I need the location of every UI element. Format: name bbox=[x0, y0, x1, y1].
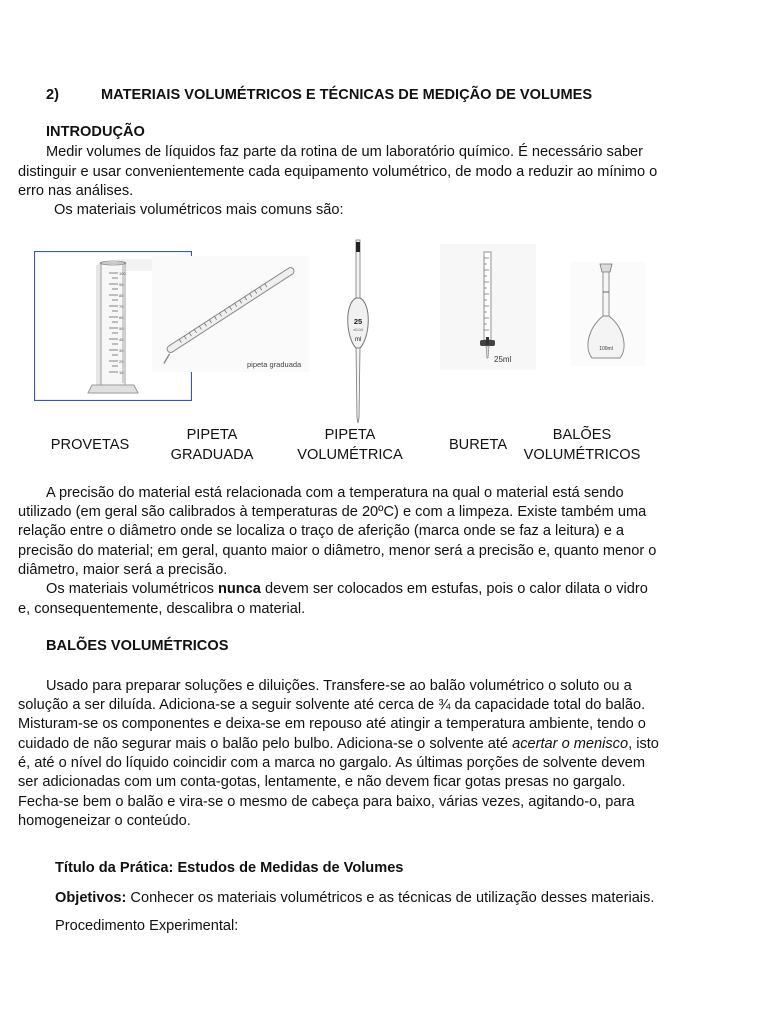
pratica-title: Título da Prática: Estudos de Medidas de Volumes bbox=[55, 860, 404, 876]
pipeta-volumetrica-number: 25 bbox=[353, 317, 363, 326]
intro-paragraph-2: Os materiais volumétricos mais comuns são: bbox=[54, 202, 344, 218]
pipeta-volumetrica-tolerance: ±0.04 bbox=[353, 327, 363, 332]
objetivos-label: Objetivos: bbox=[55, 890, 127, 906]
intro-paragraph-line-3: erro nas análises. bbox=[18, 183, 134, 199]
baloes-line-4-start: cuidado de não segurar mais o balão pelo bulbo. Adiciona-se o solvente até bbox=[18, 736, 513, 752]
cylinder-tick-label: 40 bbox=[119, 337, 124, 342]
figure-pipeta-volumetrica bbox=[334, 238, 384, 425]
baloes-line-2: solução a ser diluída. Adiciona-se a seguir solvente até cerca de ¾ da capacidade total do balão. bbox=[18, 697, 646, 713]
procedimento-experimental: Procedimento Experimental: bbox=[55, 918, 239, 934]
bureta-label: 25ml bbox=[494, 355, 512, 364]
caption-bureta: BURETA bbox=[448, 437, 508, 453]
baloes-line-4-end: , isto bbox=[628, 736, 659, 752]
baloes-menisco: acertar o menisco bbox=[512, 736, 629, 752]
precision-line-7: e, consequentemente, descalibra o material. bbox=[18, 601, 306, 617]
pratica-objetivos bbox=[55, 890, 654, 906]
baloes-line-1: Usado para preparar soluções e diluições. Transfere-se ao balão volumétrico o soluto ou a bbox=[46, 678, 632, 694]
balao-label: 100ml bbox=[599, 346, 613, 352]
caption-pipeta-volumetrica-1: PIPETA bbox=[324, 427, 376, 443]
cylinder-tick-label: 50 bbox=[119, 326, 124, 331]
precision-line-6 bbox=[46, 580, 648, 600]
baloes-line-3: Misturam-se os componentes e deixa-se em repouso até atingir a temperatura ambiente, tendo o bbox=[18, 716, 646, 732]
figure-bureta bbox=[440, 244, 536, 370]
section-title: MATERIAIS VOLUMÉTRICOS E TÉCNICAS DE MEDIÇÃO DE VOLUMES bbox=[101, 87, 593, 103]
precision-line-6-start: Os materiais volumétricos bbox=[46, 581, 218, 597]
pipeta-graduada-label: pipeta graduada bbox=[247, 360, 302, 369]
cylinder-tick-label: 70 bbox=[119, 304, 124, 309]
precision-nunca: nunca bbox=[217, 581, 261, 597]
figure-balao-volumetrico bbox=[570, 262, 646, 366]
cylinder-tick-label: 60 bbox=[119, 315, 124, 320]
precision-line-5: diâmetro, maior será a precisão. bbox=[18, 562, 228, 578]
precision-line-2: utilizado (em geral são calibrados à temperaturas de 20ºC) e com a limpeza. Existe também uma bbox=[18, 504, 647, 520]
precision-line-3: relação entre o diâmetro onde se localiza o traço de aferição (marca onde se faz a leitura) e a bbox=[18, 523, 624, 539]
pipeta-volumetrica-unit: ml bbox=[354, 337, 362, 343]
caption-pipeta-graduada-2: GRADUADA bbox=[170, 447, 254, 463]
intro-heading: INTRODUÇÃO bbox=[46, 124, 145, 140]
cylinder-tick-label: 90 bbox=[119, 282, 124, 287]
baloes-heading: BALÕES VOLUMÉTRICOS bbox=[46, 638, 229, 654]
cylinder-tick-label: 10 bbox=[119, 370, 124, 375]
caption-baloes-1: BALÕES bbox=[552, 427, 612, 443]
precision-line-1: A precisão do material está relacionada com a temperatura na qual o material está sendo bbox=[46, 485, 624, 501]
caption-provetas: PROVETAS bbox=[50, 437, 130, 453]
baloes-line-7: Fecha-se bem o balão e vira-se o mesmo de cabeça para baixo, várias vezes, agitando-o, para bbox=[18, 794, 635, 810]
cylinder-tick-label: 80 bbox=[119, 293, 124, 298]
section-number: 2) bbox=[46, 87, 59, 103]
cylinder-tick-label: 20 bbox=[119, 359, 124, 364]
caption-pipeta-graduada-1: PIPETA bbox=[186, 427, 238, 443]
intro-paragraph-line-1: Medir volumes de líquidos faz parte da rotina de um laboratório químico. É necessário saber bbox=[46, 144, 644, 160]
cylinder-tick-label: 100 bbox=[119, 271, 126, 276]
caption-baloes-2: VOLUMÉTRICOS bbox=[523, 447, 641, 463]
figure-pipeta-graduada bbox=[152, 256, 309, 372]
baloes-line-4 bbox=[18, 735, 659, 755]
baloes-line-6: ser adicionadas com um conta-gotas, lentamente, e não devem ficar gotas presas no gargalo. bbox=[18, 774, 626, 790]
precision-line-6-end: devem ser colocados em estufas, pois o calor dilata o vidro bbox=[260, 581, 648, 597]
intro-paragraph-line-2: distinguir e usar convenientemente cada equipamento volumétrico, de modo a reduzir ao mínimo o bbox=[18, 164, 658, 180]
precision-line-4: precisão do material; em geral, quanto maior o diâmetro, menor será a precisão e, quanto menor o bbox=[18, 543, 657, 559]
baloes-line-5: é, até o nível do líquido coincidir com a marca no gargalo. As últimas porções de solvente devem bbox=[18, 755, 646, 771]
baloes-line-8: homogeneizar o conteúdo. bbox=[18, 813, 191, 829]
cylinder-tick-label: 30 bbox=[119, 348, 124, 353]
caption-pipeta-volumetrica-2: VOLUMÉTRICA bbox=[297, 447, 403, 463]
objetivos-text: Conhecer os materiais volumétricos e as técnicas de utilização desses materiais. bbox=[126, 890, 655, 906]
